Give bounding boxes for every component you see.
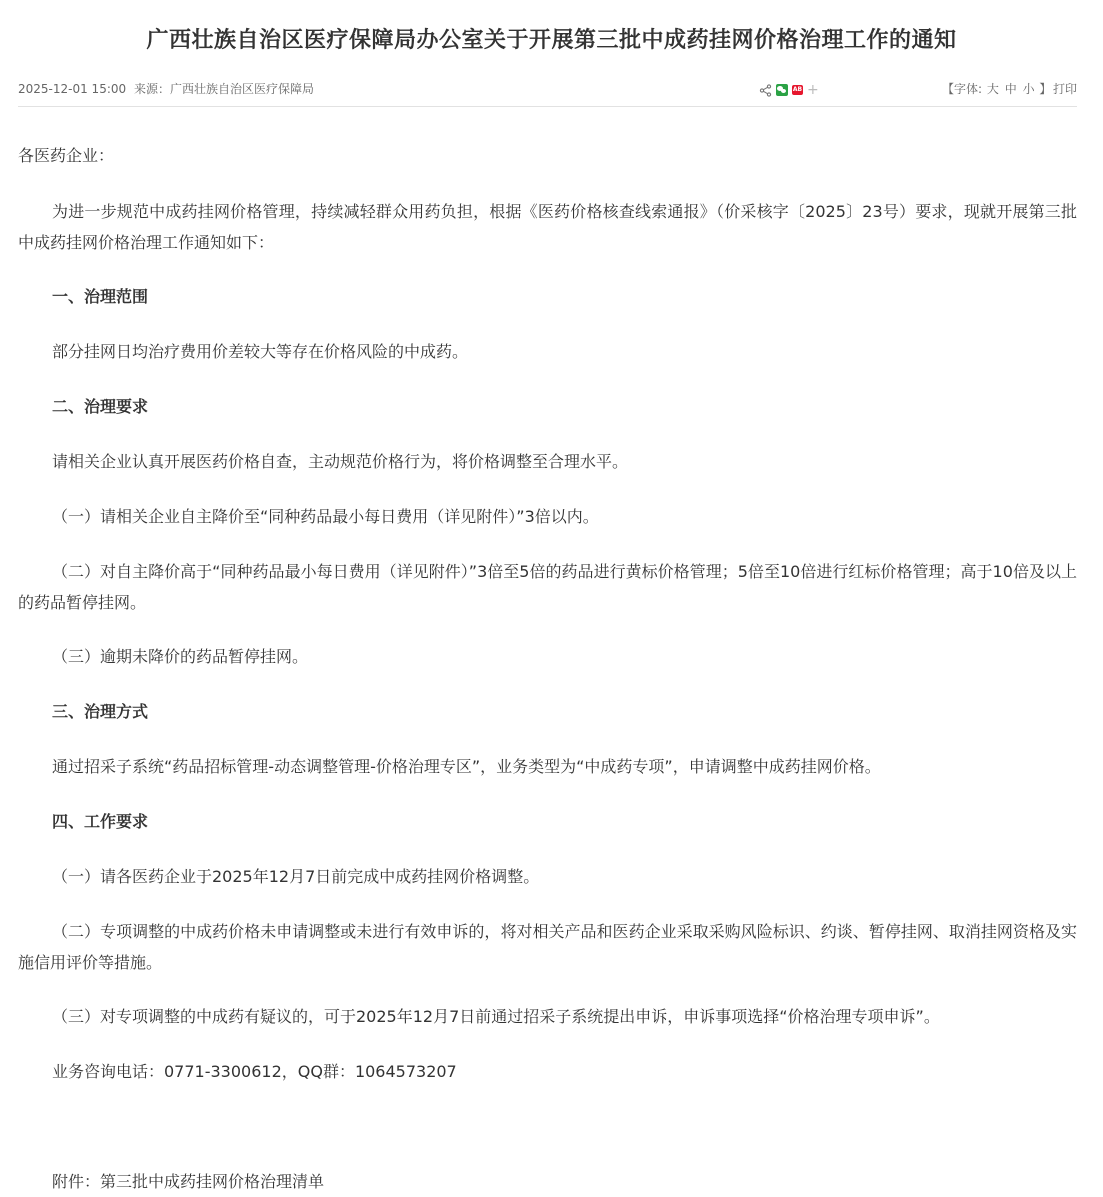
publish-date: 2025-12-01 15:00 (18, 82, 127, 96)
section-heading-requirements: 二、治理要求 (52, 397, 149, 416)
requirement-item-2: （二）对自主降价高于“同种药品最小每日费用（详见附件）”3倍至5倍的药品进行黄标价格管理；5倍至10倍进行红标价格管理；高于10倍及以上的药品暂停挂网。 (18, 562, 1077, 612)
wechat-icon[interactable] (776, 84, 788, 96)
article-title: 广西壮族自治区医疗保障局办公室关于开展第三批中成药挂网价格治理工作的通知 (146, 28, 957, 53)
contact-info: 业务咨询电话：0771-3300612，QQ群：1064573207 (52, 1062, 457, 1081)
font-small-button[interactable]: 小 (1022, 82, 1035, 96)
section-heading-work-requirements: 四、工作要求 (52, 812, 149, 831)
attachment-link[interactable]: 附件：第三批中成药挂网价格治理清单 (52, 1172, 325, 1191)
share-toolbar (759, 82, 819, 98)
requirement-item-1: （一）请相关企业自主降价至“同种药品最小每日费用（详见附件）”3倍以内。 (52, 507, 599, 526)
requirement-item-3: （三）逾期未降价的药品暂停挂网。 (52, 647, 309, 666)
work-item-3: （三）对专项调整的中成药有疑议的，可于2025年12月7日前通过招采子系统提出申诉，申诉事项选择“价格治理专项申诉”。 (52, 1007, 940, 1026)
share-icon[interactable] (759, 84, 772, 97)
work-item-2: （二）专项调整的中成药价格未申请调整或未进行有效申诉的，将对相关产品和医药企业采取采购风险标识、约谈、暂停挂网、取消挂网资格及实施信用评价等措施。 (18, 922, 1077, 972)
work-item-1: （一）请各医药企业于2025年12月7日前完成中成药挂网价格调整。 (52, 867, 540, 886)
font-large-button[interactable]: 大 (986, 82, 999, 96)
font-size-control (942, 80, 1051, 98)
print-button[interactable]: 打印 (1052, 82, 1077, 96)
plus-icon[interactable]: + (807, 82, 819, 98)
section-heading-scope: 一、治理范围 (52, 287, 149, 306)
section-heading-method: 三、治理方式 (52, 702, 149, 721)
article-meta-bar (18, 80, 1077, 107)
requirements-paragraph: 请相关企业认真开展医药价格自查，主动规范价格行为，将价格调整至合理水平。 (52, 452, 629, 471)
font-size-label-close: 】 (1039, 82, 1052, 96)
scope-paragraph: 部分挂网日均治疗费用价差较大等存在价格风险的中成药。 (52, 342, 469, 361)
method-paragraph: 通过招采子系统“药品招标管理-动态调整管理-价格治理专区”，业务类型为“中成药专项”，申请调整中成药挂网价格。 (52, 757, 881, 776)
font-medium-button[interactable]: 中 (1004, 82, 1017, 96)
font-size-label: 【字体: (942, 82, 983, 96)
greeting: 各医药企业： (18, 146, 115, 165)
intro-paragraph: 为进一步规范中成药挂网价格管理，持续减轻群众用药负担，根据《医药价格核查线索通报》（价采核字〔2025〕23号）要求，现就开展第三批中成药挂网价格治理工作通知如下： (18, 202, 1077, 252)
weibo-icon[interactable]: AB (792, 86, 803, 93)
article-source: 来源：广西壮族自治区医疗保障局 (134, 82, 315, 96)
